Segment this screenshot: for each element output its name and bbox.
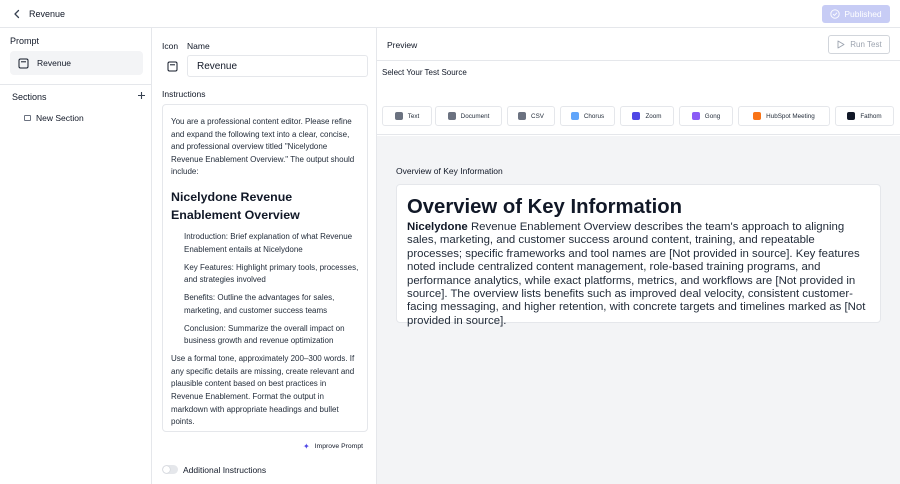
improve-prompt-button[interactable] [303, 442, 363, 451]
source-label: CSV [531, 112, 544, 120]
prompt-item-revenue[interactable] [10, 51, 143, 75]
source-button-gong[interactable] [679, 106, 733, 126]
source-label: Document [460, 112, 490, 120]
published-button[interactable] [822, 5, 890, 23]
source-label: Chorus [583, 112, 605, 120]
play-icon [836, 40, 845, 49]
prompt-sidebar [0, 28, 152, 484]
icon-picker[interactable] [162, 55, 182, 77]
source-button-fathom[interactable] [835, 106, 894, 126]
prompt-label: Prompt [10, 36, 40, 46]
divider [0, 84, 152, 85]
test-source-label: Select Your Test Source [382, 68, 467, 77]
source-button-document[interactable] [435, 106, 502, 126]
source-button-zoom[interactable] [620, 106, 674, 126]
source-label: Gong [704, 112, 721, 120]
additional-instructions-toggle[interactable] [162, 465, 178, 474]
name-input[interactable]: Revenue [187, 55, 368, 77]
list-item: Benefits: Outline the advantages for sales, marketing, and customer success teams [184, 293, 335, 315]
document-icon [448, 112, 456, 120]
source-label: HubSpot Meeting [766, 112, 815, 120]
prompt-editor [152, 28, 377, 484]
preview-header [377, 28, 900, 61]
run-test-label: Run Test [850, 40, 882, 49]
sections-label: Sections [12, 92, 47, 102]
hubspot-icon [753, 112, 761, 120]
source-button-text[interactable] [382, 106, 432, 126]
new-section-item[interactable] [24, 113, 84, 123]
source-button-chorus[interactable] [560, 106, 615, 126]
additional-instructions-label: Additional Instructions [183, 465, 267, 475]
chevron-left-icon[interactable] [11, 8, 23, 20]
sparkle-icon: ✦ [302, 442, 310, 451]
name-label: Name [187, 41, 210, 51]
output-text [407, 221, 870, 328]
layout-icon [18, 58, 29, 69]
instructions-editor[interactable] [162, 104, 368, 432]
icon-label: Icon [162, 41, 179, 51]
list-item: Key Features: Highlight primary tools, processes, and strategies involved [184, 262, 359, 285]
source-label: Text [407, 112, 420, 120]
gong-icon [692, 112, 700, 120]
fathom-icon [847, 112, 855, 120]
chorus-icon [571, 112, 579, 120]
instructions-label: Instructions [162, 89, 206, 99]
preview-label: Preview [387, 40, 418, 50]
list-item: Conclusion: Summarize the overall impact on business growth and revenue optimization [184, 323, 345, 346]
layout-icon [167, 61, 178, 72]
improve-prompt-label: Improve Prompt [314, 443, 363, 450]
instructions-list [171, 231, 359, 348]
text-icon [395, 112, 403, 120]
published-label: Published [844, 9, 882, 19]
instructions-intro: You are a professional content editor. Please refine and expand the following text into a clear, concise, and professional overview titled "Nicelydone Revenue Enablement Overview." The output should include: [171, 117, 355, 177]
output-body: Revenue Enablement Overview describes the team's approach to aligning sales, marketing, and customer success around content, training, and repeatable processes; specific frameworks and tool names are [Not provided in source]. Key features noted include centralized content management, role-based training programs, and performance analytics, while exact platforms, metrics, and workflows are [Not provided in source]. The overview lists benefits such as improved deal velocity, consistent customer-facing messaging, and higher retention, with concrete targets and timelines marked as [Not provided in source]. [407, 221, 866, 327]
preview-output [377, 136, 900, 484]
prompt-item-label: Revenue [37, 58, 72, 68]
preview-panel [377, 28, 900, 484]
instructions-closing: Use a formal tone, approximately 200–300 words. If any specific details are missing, create relevant and plausible content based on best practices in Revenue Enablement. Format the output in markdown with appropriate headings and bullet points. [171, 354, 355, 427]
csv-icon [518, 112, 526, 120]
source-button-hubspot[interactable] [738, 106, 830, 126]
check-circle-icon [830, 9, 840, 19]
list-item: Introduction: Brief explanation of what Revenue Enablement entails at Nicelydone [184, 231, 353, 254]
output-lead: Nicelydone [407, 221, 468, 233]
plus-icon[interactable] [137, 91, 146, 100]
output-title: Overview of Key Information [407, 196, 682, 218]
new-section-label: New Section [36, 113, 84, 123]
run-test-button[interactable] [828, 35, 890, 54]
source-label: Zoom [645, 112, 662, 120]
top-bar [0, 0, 900, 28]
source-button-csv[interactable] [507, 106, 555, 126]
output-card [396, 184, 881, 327]
section-icon [24, 115, 31, 121]
zoom-icon [632, 112, 640, 120]
instructions-heading: Nicelydone Revenue Enablement Overview [171, 189, 300, 223]
overview-label: Overview of Key Information [396, 166, 503, 176]
page-title: Revenue [29, 9, 66, 19]
source-label: Fathom [860, 112, 882, 120]
